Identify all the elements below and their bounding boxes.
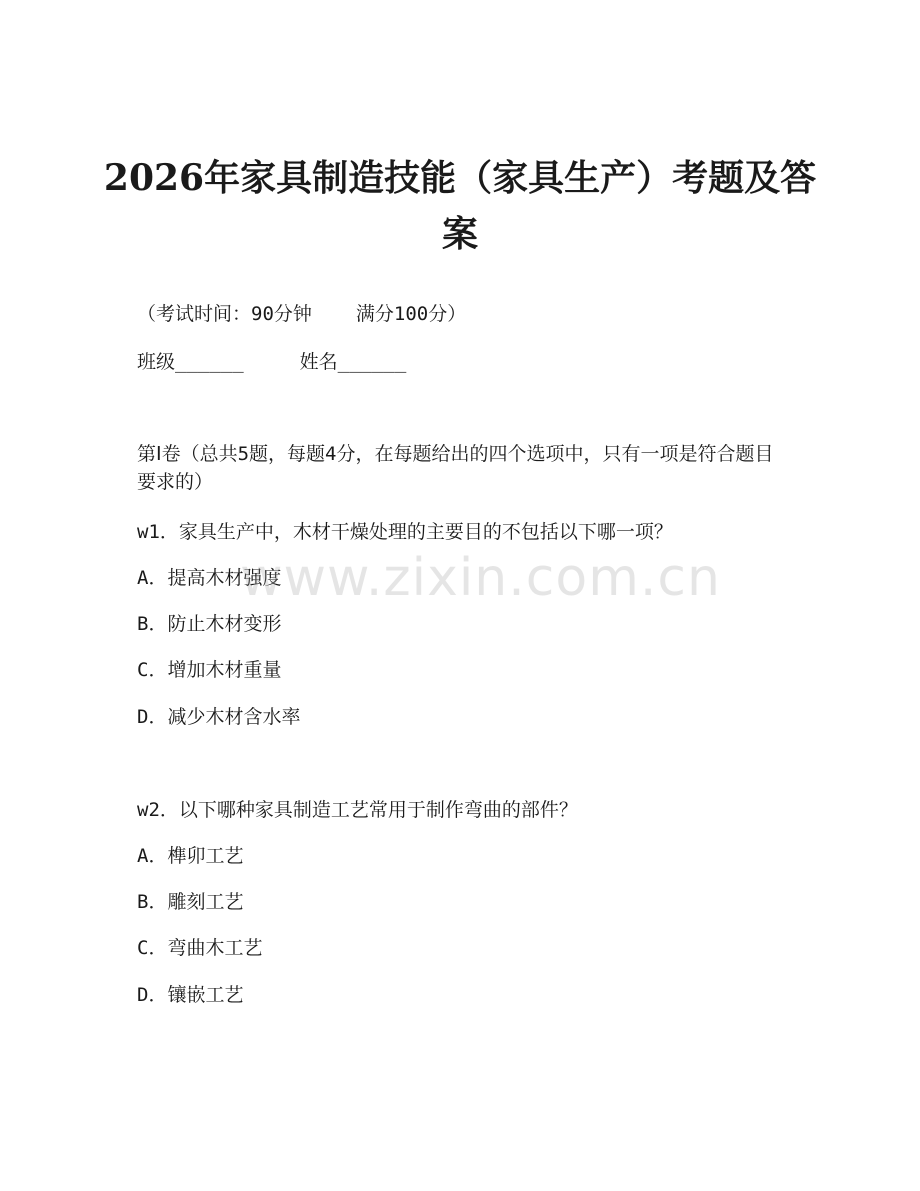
title-line-2: 案 xyxy=(441,213,478,255)
title-line-1: 2026年家具制造技能（家具生产）考题及答 xyxy=(103,157,817,199)
student-fields xyxy=(137,349,406,375)
class-field[interactable]: 班级______ xyxy=(137,351,244,373)
option-a: A．榫卯工艺 xyxy=(137,845,244,867)
document-title xyxy=(100,150,820,262)
exam-score: 满分100分） xyxy=(355,303,467,325)
section-description: 第Ⅰ卷（总共5题，每题4分，在每题给出的四个选项中，只有一项是符合题目要求的） xyxy=(137,443,774,493)
option-d: D．镶嵌工艺 xyxy=(137,984,244,1006)
question-stem: w2．以下哪种家具制造工艺常用于制作弯曲的部件？ xyxy=(137,799,578,821)
option-a: A．提高木材强度 xyxy=(137,567,282,589)
name-field[interactable]: 姓名______ xyxy=(299,351,407,373)
option-c: C．增加木材重量 xyxy=(137,659,282,681)
option-b: B．防止木材变形 xyxy=(137,613,282,635)
option-b: B．雕刻工艺 xyxy=(137,891,244,913)
option-c: C．弯曲木工艺 xyxy=(137,937,263,959)
exam-info xyxy=(137,301,466,327)
exam-time: （考试时间：90分钟 xyxy=(137,303,312,325)
watermark: www.zixin.com.cn xyxy=(240,548,721,608)
question-stem: w1．家具生产中，木材干燥处理的主要目的不包括以下哪一项？ xyxy=(137,521,673,543)
option-d: D．减少木材含水率 xyxy=(137,706,301,728)
